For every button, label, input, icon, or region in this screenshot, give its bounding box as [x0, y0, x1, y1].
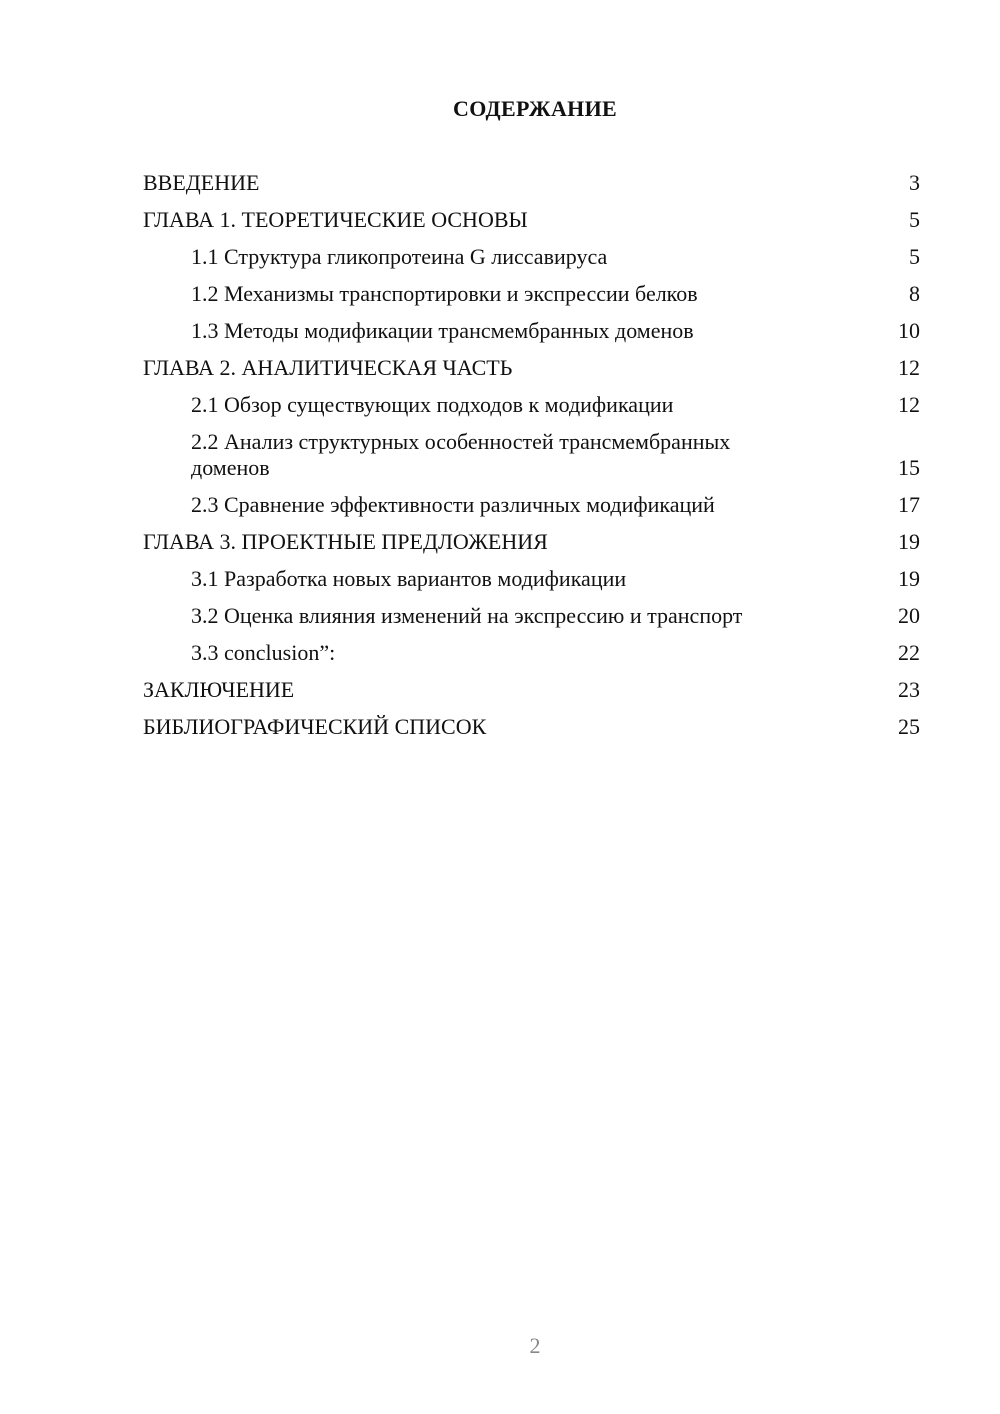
- toc-entry-bibliography[interactable]: [143, 714, 920, 740]
- toc-entry-page: 23: [898, 677, 920, 702]
- toc-entry-chapter-1[interactable]: [143, 207, 920, 233]
- toc-entry-label: 1.3 Методы модификации трансмембранных доменов: [191, 318, 694, 343]
- toc-entry-label: 3.3 conclusion”:: [191, 640, 336, 665]
- toc-entry-section-3-2[interactable]: [143, 603, 920, 629]
- toc-entry-section-3-3[interactable]: [143, 640, 920, 666]
- toc-entry-label: 1.1 Структура гликопротеина G лиссавируса: [191, 244, 608, 269]
- toc-entry-page: 20: [898, 603, 920, 628]
- toc-entry-page: 5: [909, 207, 920, 232]
- toc-entry-page: 22: [898, 640, 920, 665]
- toc-entry-section-2-2[interactable]: [143, 429, 920, 481]
- toc-entry-chapter-3[interactable]: [143, 529, 920, 555]
- toc-entry-label: БИБЛИОГРАФИЧЕСКИЙ СПИСОК: [143, 714, 487, 739]
- toc-entry-label: ГЛАВА 2. АНАЛИТИЧЕСКАЯ ЧАСТЬ: [143, 355, 513, 380]
- toc-entry-section-1-1[interactable]: [143, 244, 920, 270]
- toc-entry-page: 5: [909, 244, 920, 269]
- toc-entry-label: 2.3 Сравнение эффективности различных модификаций: [191, 492, 715, 517]
- page-title: СОДЕРЖАНИЕ: [453, 96, 617, 121]
- toc-entry-page: 19: [898, 566, 920, 591]
- toc-entry-label: ЗАКЛЮЧЕНИЕ: [143, 677, 295, 702]
- page-number: 2: [529, 1333, 541, 1358]
- toc-entry-section-2-3[interactable]: [143, 492, 920, 518]
- toc-entry-conclusion[interactable]: [143, 677, 920, 703]
- toc-entry-label: 1.2 Механизмы транспортировки и экспрессии белков: [191, 281, 698, 306]
- toc-entry-page: 25: [898, 714, 920, 739]
- toc-entry-label: 2.1 Обзор существующих подходов к модификации: [191, 392, 674, 417]
- toc-entry-page: 19: [898, 529, 920, 554]
- toc-entry-label: ВВЕДЕНИЕ: [143, 170, 260, 195]
- toc-entry-label: 3.1 Разработка новых вариантов модификации: [191, 566, 627, 591]
- toc-entry-label: ГЛАВА 1. ТЕОРЕТИЧЕСКИЕ ОСНОВЫ: [143, 207, 528, 232]
- toc-entry-page: 17: [898, 492, 920, 517]
- toc-entry-section-2-1[interactable]: [143, 392, 920, 418]
- toc-entry-label: 2.2 Анализ структурных особенностей трансмембранных доменов: [191, 429, 731, 480]
- toc-entry-section-3-1[interactable]: [143, 566, 920, 592]
- toc-entry-page: 12: [898, 392, 920, 417]
- toc-entry-page: 8: [909, 281, 920, 306]
- toc-entry-page: 3: [909, 170, 920, 195]
- toc-entry-label: ГЛАВА 3. ПРОЕКТНЫЕ ПРЕДЛОЖЕНИЯ: [143, 529, 548, 554]
- toc-entry-section-1-3[interactable]: [143, 318, 920, 344]
- toc-entry-page: 10: [898, 318, 920, 343]
- toc-entry-label: 3.2 Оценка влияния изменений на экспрессию и транспорт: [191, 603, 743, 628]
- toc-entry-section-1-2[interactable]: [143, 281, 920, 307]
- toc-entry-chapter-2[interactable]: [143, 355, 920, 381]
- toc-entry-page: 15: [898, 455, 920, 480]
- table-of-contents: [143, 170, 920, 751]
- toc-entry-page: 12: [898, 355, 920, 380]
- toc-entry-introduction[interactable]: [143, 170, 920, 196]
